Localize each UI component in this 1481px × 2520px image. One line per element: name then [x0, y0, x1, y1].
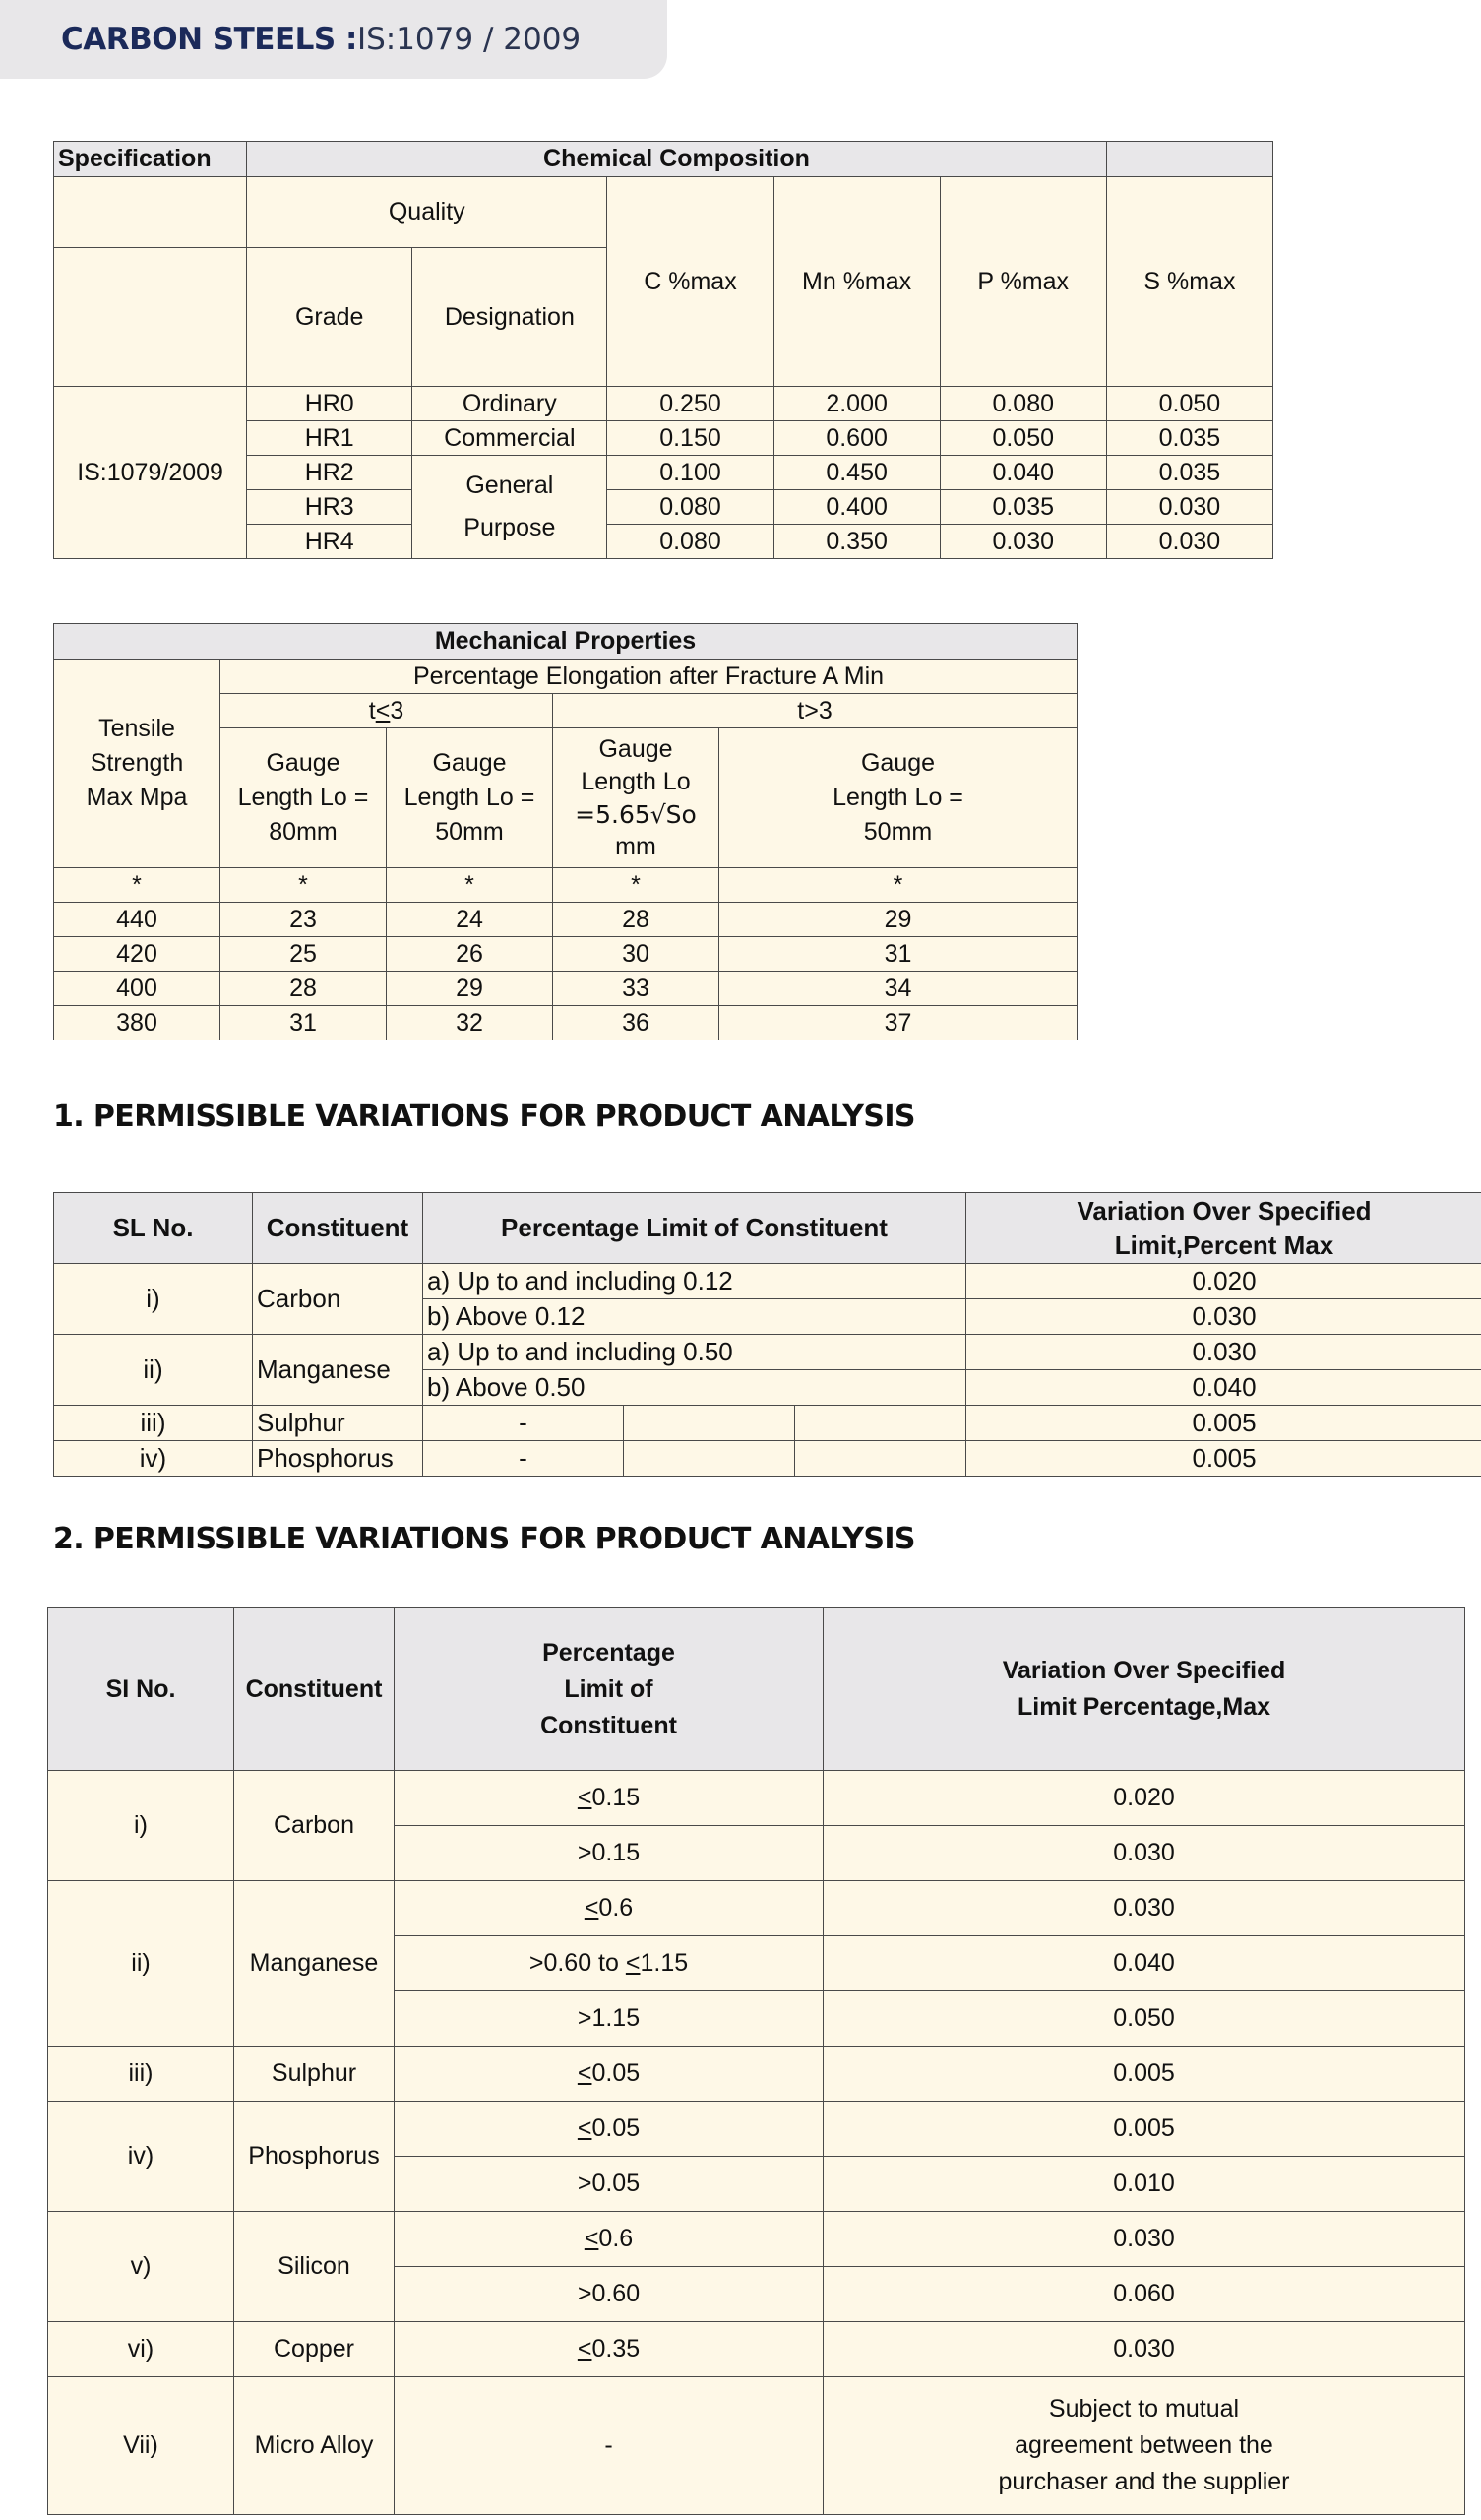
- micro-alloy-line-3: purchaser and the supplier: [998, 2468, 1290, 2495]
- grade-cell: HR2: [247, 456, 412, 490]
- g3-line-3: =5.65√So: [575, 799, 697, 829]
- le-symbol: <: [625, 1949, 641, 1977]
- header-constituent: Constituent: [253, 1193, 423, 1264]
- gauge-565-header: [553, 728, 719, 868]
- g2-line-2: Length Lo =: [403, 784, 535, 811]
- g3-line-2: Length Lo: [581, 767, 691, 795]
- elong-cell: 37: [719, 1006, 1078, 1040]
- g4-line-1: Gauge: [860, 749, 936, 777]
- limit-cell: >0.05: [395, 2157, 824, 2212]
- s-cell: 0.035: [1106, 421, 1272, 456]
- star-cell: *: [54, 868, 220, 903]
- limit-cell: a) Up to and including 0.50: [423, 1335, 966, 1370]
- variation-cell: 0.005: [824, 2102, 1465, 2157]
- elong-cell: 28: [220, 972, 387, 1006]
- limit-cell: -: [423, 1441, 624, 1477]
- variation-cell: 0.030: [966, 1299, 1481, 1335]
- header-variation-line-1: Variation Over Specified: [1002, 1657, 1286, 1684]
- constituent-cell: Phosphorus: [253, 1441, 423, 1477]
- limit-pre: >0.60 to: [528, 1949, 626, 1977]
- header-constituent: Constituent: [234, 1608, 395, 1771]
- table-row: [48, 2377, 1465, 2515]
- g4-line-2: Length Lo =: [833, 784, 963, 811]
- g2-line-3: 50mm: [435, 818, 504, 846]
- constituent-cell: Sulphur: [253, 1406, 423, 1441]
- variation-cell: 0.020: [966, 1264, 1481, 1299]
- constituent-cell: Micro Alloy: [234, 2377, 395, 2515]
- constituent-cell: Sulphur: [234, 2047, 395, 2102]
- constituent-cell: Carbon: [253, 1264, 423, 1335]
- header-quality: Quality: [247, 177, 607, 248]
- header-specification: Specification: [54, 142, 247, 177]
- limit-num: 0.15: [591, 1784, 641, 1811]
- table-row: [48, 2212, 1465, 2267]
- c-cell: 0.080: [607, 525, 773, 559]
- g2-line-1: Gauge: [432, 749, 507, 777]
- limit-cell: >1.15: [395, 1991, 824, 2047]
- title-brand: CARBON STEELS :: [61, 22, 357, 57]
- variation-cell: 0.040: [824, 1936, 1465, 1991]
- empty-cell: [624, 1406, 795, 1441]
- variation-cell: 0.020: [824, 1771, 1465, 1826]
- header-blank: [1106, 142, 1272, 177]
- tensile-line-3: Max Mpa: [86, 784, 188, 811]
- grade-cell: HR0: [247, 387, 412, 421]
- designation-cell: Ordinary: [412, 387, 607, 421]
- page-title: [61, 22, 581, 57]
- elong-cell: 33: [553, 972, 719, 1006]
- elong-cell: 24: [387, 903, 553, 937]
- le-symbol: <: [577, 1784, 592, 1811]
- sl-cell: i): [48, 1771, 234, 1881]
- table-row: [54, 937, 1078, 972]
- gauge-80mm-header: [220, 728, 387, 868]
- limit-cell: [395, 2212, 824, 2267]
- c-cell: 0.250: [607, 387, 773, 421]
- limit-num: 0.05: [591, 2114, 641, 2142]
- title-standard: IS:1079 / 2009: [356, 22, 582, 57]
- header-p-max: P %max: [940, 177, 1106, 387]
- mn-cell: 0.400: [773, 490, 940, 525]
- limit-num: 0.35: [591, 2335, 641, 2362]
- mn-cell: 2.000: [773, 387, 940, 421]
- limit-cell: [395, 2322, 824, 2377]
- c-cell: 0.080: [607, 490, 773, 525]
- header-variation-line-2: Limit,Percent Max: [1114, 1229, 1334, 1260]
- constituent-cell: Silicon: [234, 2212, 395, 2322]
- c-cell: 0.100: [607, 456, 773, 490]
- header-percentage-limit: Percentage Limit of Constituent: [423, 1193, 966, 1264]
- header-designation: Designation: [412, 248, 607, 387]
- elong-cell: 31: [719, 937, 1078, 972]
- micro-alloy-line-1: Subject to mutual: [1048, 2395, 1240, 2423]
- star-cell: *: [387, 868, 553, 903]
- elong-cell: 30: [553, 937, 719, 972]
- limit-num: 0.6: [598, 2225, 634, 2252]
- variation-cell: 0.030: [824, 2322, 1465, 2377]
- header-si-no: SI No.: [48, 1608, 234, 1771]
- table-row: [54, 1441, 1481, 1477]
- sl-cell: iv): [54, 1441, 253, 1477]
- sl-cell: v): [48, 2212, 234, 2322]
- elong-cell: 26: [387, 937, 553, 972]
- sl-cell: iii): [48, 2047, 234, 2102]
- tensile-line-1: Tensile: [98, 715, 175, 742]
- table-row: [54, 1406, 1481, 1441]
- variation-cell: 0.060: [824, 2267, 1465, 2322]
- limit-cell: [395, 1771, 824, 1826]
- header-grade: Grade: [247, 248, 412, 387]
- g3-line-4: mm: [615, 832, 656, 860]
- t-le-3-header: [220, 694, 553, 728]
- section-2-heading: 2. PERMISSIBLE VARIATIONS FOR PRODUCT ANALYSIS: [53, 1522, 915, 1556]
- table-row: [54, 903, 1078, 937]
- variation-cell-micro-alloy: [824, 2377, 1465, 2515]
- designation-general-purpose: [412, 456, 607, 559]
- g4-line-3: 50mm: [863, 818, 933, 846]
- grade-cell: HR3: [247, 490, 412, 525]
- star-cell: *: [220, 868, 387, 903]
- constituent-cell: Copper: [234, 2322, 395, 2377]
- t-le-num: 3: [390, 696, 404, 724]
- micro-alloy-line-2: agreement between the: [1015, 2431, 1273, 2459]
- variation-cell: 0.040: [966, 1370, 1481, 1406]
- variation-cell: 0.050: [824, 1991, 1465, 2047]
- limit-num: 0.6: [598, 1894, 634, 1922]
- header-c-max: C %max: [607, 177, 773, 387]
- header-spec-blank-2: [54, 248, 247, 387]
- variation-cell: 0.005: [966, 1406, 1481, 1441]
- t-gt-3-header: t>3: [553, 694, 1078, 728]
- limit-num: 0.05: [591, 2059, 641, 2087]
- star-cell: *: [553, 868, 719, 903]
- mechanical-properties-title: Mechanical Properties: [54, 624, 1078, 660]
- g1-line-3: 80mm: [269, 818, 338, 846]
- mn-cell: 0.600: [773, 421, 940, 456]
- elong-cell: 23: [220, 903, 387, 937]
- p-cell: 0.035: [940, 490, 1106, 525]
- elong-cell: 34: [719, 972, 1078, 1006]
- variation-cell: 0.005: [966, 1441, 1481, 1477]
- le-symbol: <: [584, 1894, 599, 1922]
- section-1-heading: 1. PERMISSIBLE VARIATIONS FOR PRODUCT ANALYSIS: [53, 1100, 915, 1134]
- limit-cell: -: [395, 2377, 824, 2515]
- tensile-cell: 420: [54, 937, 220, 972]
- table-row: [48, 1881, 1465, 1936]
- header-variation-line-2: Limit Percentage,Max: [1017, 1693, 1271, 1721]
- header-percentage-limit: [395, 1608, 824, 1771]
- s-cell: 0.035: [1106, 456, 1272, 490]
- limit-cell: [395, 1936, 824, 1991]
- variation-cell: 0.030: [966, 1335, 1481, 1370]
- elong-cell: 29: [719, 903, 1078, 937]
- mechanical-properties-table: [53, 623, 1078, 1040]
- s-cell: 0.050: [1106, 387, 1272, 421]
- tensile-cell: 380: [54, 1006, 220, 1040]
- table-row: [54, 972, 1078, 1006]
- le-symbol: <: [577, 2059, 592, 2087]
- mn-cell: 0.350: [773, 525, 940, 559]
- mn-cell: 0.450: [773, 456, 940, 490]
- le-symbol: <: [375, 696, 391, 724]
- header-s-max: S %max: [1106, 177, 1272, 387]
- sl-cell: Vii): [48, 2377, 234, 2515]
- elong-cell: 28: [553, 903, 719, 937]
- header-chemical-composition: Chemical Composition: [247, 142, 1107, 177]
- s-cell: 0.030: [1106, 525, 1272, 559]
- gauge-50mm-header-2: [719, 728, 1078, 868]
- variation-cell: 0.030: [824, 2212, 1465, 2267]
- chemical-composition-table: [53, 141, 1273, 559]
- tensile-strength-header: [54, 660, 220, 868]
- limit-num: 1.15: [640, 1949, 689, 1977]
- header-limit-line-1: Percentage: [542, 1638, 675, 1667]
- table-row: [54, 1006, 1078, 1040]
- sl-cell: vi): [48, 2322, 234, 2377]
- p-cell: 0.050: [940, 421, 1106, 456]
- g3-line-1: Gauge: [598, 734, 673, 763]
- header-limit-line-2: Limit of: [564, 1674, 653, 1703]
- elong-cell: 36: [553, 1006, 719, 1040]
- star-cell: *: [719, 868, 1078, 903]
- sl-cell: ii): [54, 1335, 253, 1406]
- p-cell: 0.030: [940, 525, 1106, 559]
- header-sl-no: SL No.: [54, 1193, 253, 1264]
- variation-cell: 0.030: [824, 1826, 1465, 1881]
- variation-cell: 0.030: [824, 1881, 1465, 1936]
- le-symbol: <: [577, 2114, 592, 2142]
- constituent-cell: Carbon: [234, 1771, 395, 1881]
- header-variation: [824, 1608, 1465, 1771]
- grade-cell: HR1: [247, 421, 412, 456]
- permissible-variations-table-2: [47, 1607, 1465, 2515]
- sl-cell: iv): [48, 2102, 234, 2212]
- elong-cell: 32: [387, 1006, 553, 1040]
- limit-cell: [395, 2102, 824, 2157]
- tensile-cell: 440: [54, 903, 220, 937]
- table-row: [48, 2047, 1465, 2102]
- designation-cell: Commercial: [412, 421, 607, 456]
- sl-cell: ii): [48, 1881, 234, 2047]
- table-row: [54, 1335, 1481, 1370]
- table-row: [48, 2102, 1465, 2157]
- limit-cell: [395, 1881, 824, 1936]
- c-cell: 0.150: [607, 421, 773, 456]
- title-band: [0, 0, 667, 79]
- variation-cell: 0.005: [824, 2047, 1465, 2102]
- variation-cell: 0.010: [824, 2157, 1465, 2212]
- limit-cell: b) Above 0.50: [423, 1370, 966, 1406]
- g1-line-1: Gauge: [266, 749, 340, 777]
- header-spec-blank: [54, 177, 247, 248]
- empty-cell: [624, 1441, 795, 1477]
- t-le-prefix: t: [368, 696, 376, 724]
- elong-cell: 25: [220, 937, 387, 972]
- constituent-cell: Manganese: [234, 1881, 395, 2047]
- spec-value: IS:1079/2009: [54, 387, 247, 559]
- header-variation: [966, 1193, 1481, 1264]
- p-cell: 0.080: [940, 387, 1106, 421]
- grade-cell: HR4: [247, 525, 412, 559]
- table-row: [54, 1264, 1481, 1299]
- table-row: [48, 1771, 1465, 1826]
- s-cell: 0.030: [1106, 490, 1272, 525]
- limit-cell: a) Up to and including 0.12: [423, 1264, 966, 1299]
- star-row: [54, 868, 1078, 903]
- limit-cell: [395, 2047, 824, 2102]
- tensile-cell: 400: [54, 972, 220, 1006]
- header-limit-line-3: Constituent: [540, 1711, 677, 1739]
- table-row: [48, 2322, 1465, 2377]
- elongation-header: Percentage Elongation after Fracture A Min: [220, 660, 1078, 694]
- sl-cell: i): [54, 1264, 253, 1335]
- sl-cell: iii): [54, 1406, 253, 1441]
- le-symbol: <: [577, 2335, 592, 2362]
- g1-line-2: Length Lo =: [237, 784, 369, 811]
- limit-cell: b) Above 0.12: [423, 1299, 966, 1335]
- designation-line-1: General: [465, 472, 554, 499]
- limit-cell: -: [423, 1406, 624, 1441]
- header-variation-line-1: Variation Over Specified: [1077, 1195, 1372, 1226]
- p-cell: 0.040: [940, 456, 1106, 490]
- permissible-variations-table-1: [53, 1192, 1481, 1477]
- header-mn-max: Mn %max: [773, 177, 940, 387]
- tensile-line-2: Strength: [90, 749, 184, 777]
- designation-line-2: Purpose: [463, 514, 556, 541]
- gauge-50mm-header: [387, 728, 553, 868]
- limit-cell: >0.60: [395, 2267, 824, 2322]
- constituent-cell: Phosphorus: [234, 2102, 395, 2212]
- empty-cell: [795, 1406, 966, 1441]
- elong-cell: 29: [387, 972, 553, 1006]
- limit-cell: >0.15: [395, 1826, 824, 1881]
- constituent-cell: Manganese: [253, 1335, 423, 1406]
- empty-cell: [795, 1441, 966, 1477]
- le-symbol: <: [584, 2225, 599, 2252]
- elong-cell: 31: [220, 1006, 387, 1040]
- table-row: [54, 387, 1273, 421]
